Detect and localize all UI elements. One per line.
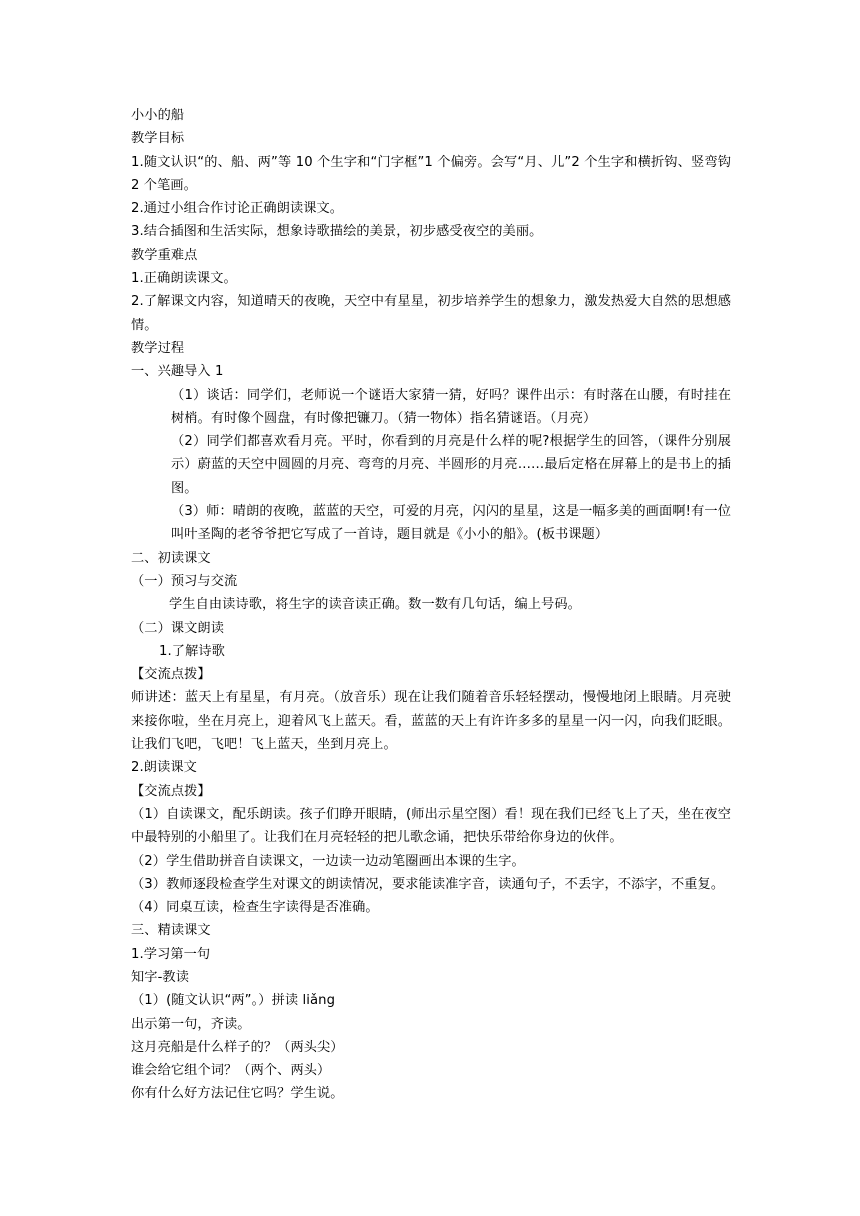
section-2a-text: 学生自由读诗歌，将生字的读音读正确。数一数有几句话，编上号码。 [169, 597, 581, 613]
doc-title: 小小的船 [131, 108, 185, 123]
section-1-para-2-text: （2）同学们都喜欢看月亮。平时，你看到的月亮是什么样的呢?根据学生的回答，（课件分别展示）蔚蓝的天空中圆圆的月亮、弯弯的月亮、半圆形的月亮……最后定格在屏幕上的是书上的插图。 [171, 434, 731, 496]
goal-3: 3.结合插图和生活实际，想象诗歌描绘的美景，初步感受夜空的美丽。 [131, 224, 543, 240]
goal-2: 2.通过小组合作讨论正确朗读课文。 [131, 201, 344, 217]
section-3-line-4: 谁会给它组个词？（两个、两头） [131, 1063, 331, 1079]
section-1-para-2 [131, 430, 731, 500]
goal-1: 1.随文认识“的、船、两”等 10 个生字和“门字框”1 个偏旁。会写“月、儿”2 个生字和横折钩、竖弯钩 2 个笔画。 [131, 154, 731, 193]
reading-step-3: （3）教师逐段检查学生对课文的朗读情况，要求能读准字音，读通句子，不丢字，不添字，不重复。 [131, 876, 725, 892]
section-2b-item-1: 1.了解诗歌 [159, 643, 225, 659]
reading-step-4: （4）同桌互读，检查生字读得是否准确。 [131, 900, 379, 916]
exchange-label-1: 【交流点拨】 [131, 667, 211, 683]
section-3-item-1: 1.学习第一句 [131, 946, 211, 962]
section-3-subheading: 知字-教读 [131, 969, 190, 985]
exchange-label-2: 【交流点拨】 [131, 783, 211, 799]
section-1-para-1 [131, 384, 731, 431]
section-3-line-1: （1）(随文认识“两”。）拼读 liǎng [131, 993, 336, 1009]
section-2b-item-2: 2.朗读课文 [131, 760, 197, 776]
heading-key-points: 教学重难点 [131, 247, 198, 263]
heading-process: 教学过程 [131, 340, 185, 356]
document-body [131, 104, 731, 1106]
reading-step-1: （1）自读课文，配乐朗读。孩子们睁开眼睛，(师出示星空图）看！现在我们已经飞上了天，坐在夜空中最特别的小船里了。让我们在月亮轻轻的把儿歌念诵，把快乐带给你身边的伙伴。 [131, 806, 731, 846]
section-3-line-3: 这月亮船是什么样子的？（两头尖） [131, 1039, 344, 1055]
section-2-heading: 二、初读课文 [131, 550, 211, 566]
teacher-narration: 师讲述：蓝天上有星星，有月亮。（放音乐）现在让我们随着音乐轻轻摆动，慢慢地闭上眼睛。月亮驶来接你啦，坐在月亮上，迎着风飞上蓝天。看，蓝蓝的天上有许许多多的星星一闪一闪，向我们眨眼。让我们飞吧，飞吧！飞上蓝天，坐到月亮上。 [131, 690, 731, 753]
section-3-line-5: 你有什么好方法记住它吗？学生说。 [131, 1086, 344, 1102]
section-1-heading: 一、兴趣导入 1 [131, 364, 224, 380]
section-1-para-1-text: （1）谈话：同学们，老师说一个谜语大家猜一猜，好吗？课件出示：有时落在山腰，有时挂在树梢。有时像个圆盘，有时像把镰刀。（猜一物体）指名猜谜语。（月亮） [171, 387, 731, 426]
section-2b-heading: （二）课文朗读 [131, 620, 225, 636]
key-point-1: 1.正确朗读课文。 [131, 271, 237, 287]
section-2a-heading: （一）预习与交流 [131, 573, 238, 589]
section-1-para-3 [131, 500, 731, 547]
heading-goals: 教学目标 [131, 131, 185, 147]
section-3-heading: 三、精读课文 [131, 923, 211, 939]
section-3-line-2: 出示第一句，齐读。 [131, 1016, 251, 1032]
section-1-para-3-text: （3）师：晴朗的夜晚，蓝蓝的天空，可爱的月亮，闪闪的星星，这是一幅多美的画面啊!有一位叫叶圣陶的老爷爷把它写成了一首诗，题目就是《小小的船》。(板书课题） [171, 504, 731, 543]
key-point-2: 2.了解课文内容，知道晴天的夜晚，天空中有星星，初步培养学生的想象力，激发热爱大自然的思想感情。 [131, 294, 731, 333]
reading-step-2: （2）学生借助拼音自读课文，一边读一边动笔圈画出本课的生字。 [131, 853, 525, 869]
